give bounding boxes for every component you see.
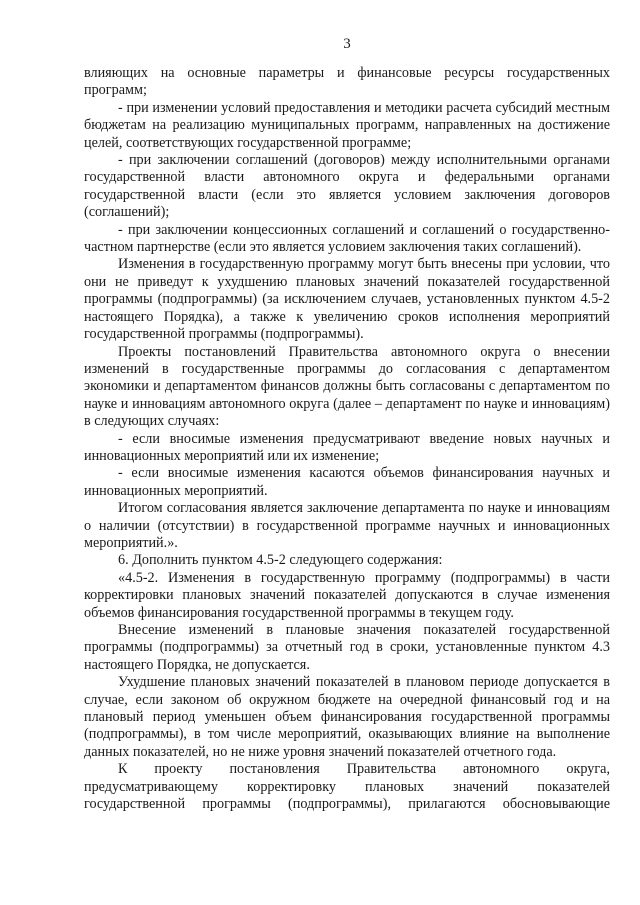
paragraph-approval-result: Итогом согласования является заключение департамента по науке и инновациям о наличии (отсутствии) в государственной программе научных и инновационных мероприятий.». xyxy=(84,500,610,551)
paragraph-amendment-6: 6. Дополнить пунктом 4.5-2 следующего содержания: xyxy=(118,552,443,569)
paragraph-supporting-materials: К проекту постановления Правительства автономного округа, предусматривающему корректировку плановых значений показателей государственной программы (подпрограммы), прилагаются обосновывающие xyxy=(84,761,610,813)
list-item-concession-agreements: - при заключении концессионных соглашений и соглашений о государственно-частном партнерстве (если это является условием заключения таких соглашений). xyxy=(84,221,610,256)
list-item-research-funding: - если вносимые изменения касаются объемов финансирования научных и инновационных мероприятий. xyxy=(84,465,610,499)
list-item-subsidy-conditions: - при изменении условий предоставления и методики расчета субсидий местным бюджетам на реализацию муниципальных программ, направленных на достижение целей, соответствующих государственной программе; xyxy=(84,99,610,151)
list-item-new-research-activities: - если вносимые изменения предусматривают введение новых научных и инновационных мероприятий или их изменение; xyxy=(84,430,610,464)
paragraph-draft-resolutions: Проекты постановлений Правительства автономного округа о внесении изменений в государственные программы до согласования с департаментом экономики и департаментом финансов должны быть согласованы с департаментом по науке и инновациям автономного округа (далее – департамент по науке и инновациям) в следующих случаях: xyxy=(84,343,610,430)
page-number: 3 xyxy=(343,36,351,52)
list-item-federal-agreements: - при заключении соглашений (договоров) между исполнительными органами государственной власти автономного округа и федеральными органами государственной власти (если это является условием заключения договоров (соглашений); xyxy=(84,152,610,221)
paragraph-continuation: влияющих на основные параметры и финансовые ресурсы государственных программ; xyxy=(84,65,610,99)
paragraph-indicator-deterioration: Ухудшение плановых значений показателей в плановом периоде допускается в случае, если законом об окружном бюджете на очередной финансовый год и на плановый период уменьшен объем финансирования государственной программы (подпрограммы), в том числе мероприятий, оказывающих влияние на выполнение данных показателей, но не ниже уровня значений показателей отчетного года. xyxy=(84,674,610,760)
paragraph-reporting-year-changes: Внесение изменений в плановые значения показателей государственной программы (подпрограммы) за отчетный год в сроки, установленные пунктом 4.3 настоящего Порядка, не допускается. xyxy=(84,622,610,673)
paragraph-change-conditions: Изменения в государственную программу могут быть внесены при условии, что они не приведут к ухудшению плановых значений показателей государственной программы (подпрограммы) (за исключением случаев, установленных пунктом 4.5-2 настоящего Порядка), а также к увеличению сроков исполнения мероприятий государственной программы (подпрограммы). xyxy=(84,256,610,343)
paragraph-clause-4-5-2: «4.5-2. Изменения в государственную программу (подпрограммы) в части корректировки плановых значений показателей допускаются в случае изменения объемов финансирования государственной программы в текущем году. xyxy=(84,569,610,621)
document-body xyxy=(84,65,610,813)
